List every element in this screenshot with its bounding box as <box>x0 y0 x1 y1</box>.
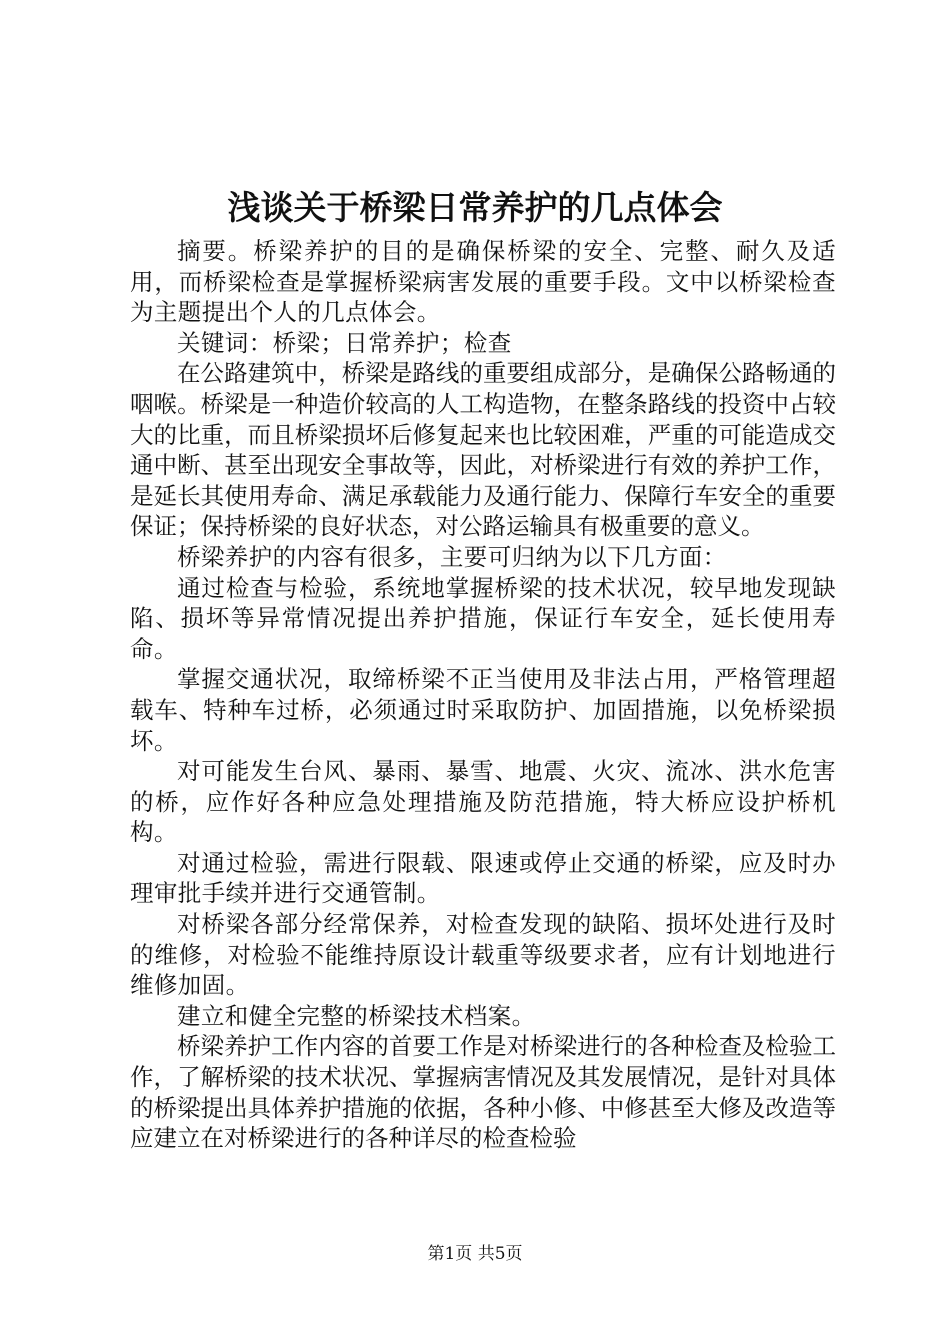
body-paragraph: 在公路建筑中，桥梁是路线的重要组成部分，是确保公路畅通的咽喉。桥梁是一种造价较高的人工构造物，在整条路线的投资中占较大的比重，而且桥梁损坏后修复起来也比较困难，严重的可能造成交通中断、甚至出现安全事故等，因此，对桥梁进行有效的养护工作，是延长其使用寿命、满足承载能力及通行能力、保障行车安全的重要保证；保持桥梁的良好状态，对公路运输具有极重要的意义。 <box>130 359 836 541</box>
body-paragraph: 桥梁养护工作内容的首要工作是对桥梁进行的各种检查及检验工作，了解桥梁的技术状况、掌握病害情况及其发展情况，是针对具体的桥梁提出具体养护措施的依据，各种小修、中修甚至大修及改造等应建立在对桥梁进行的各种详尽的检查检验 <box>130 1032 836 1153</box>
body-paragraph: 桥梁养护的内容有很多，主要可归纳为以下几方面： <box>177 542 727 571</box>
page-footer: 第1页 共5页 <box>427 1244 523 1264</box>
keywords-paragraph: 关键词：桥梁；日常养护；检查 <box>177 328 512 357</box>
body-paragraph: 建立和健全完整的桥梁技术档案。 <box>177 1001 536 1030</box>
body-paragraph: 对桥梁各部分经常保养，对检查发现的缺陷、损坏处进行及时的维修，对检验不能维持原设计载重等级要求者，应有计划地进行维修加固。 <box>130 910 836 1000</box>
document-title: 浅谈关于桥梁日常养护的几点体会 <box>227 188 723 227</box>
body-paragraph: 对通过检验，需进行限载、限速或停止交通的桥梁，应及时办理审批手续并进行交通管制。 <box>130 848 836 908</box>
document-body <box>130 236 836 1154</box>
abstract-paragraph: 摘要。桥梁养护的目的是确保桥梁的安全、完整、耐久及适用，而桥梁检查是掌握桥梁病害发展的重要手段。文中以桥梁检查为主题提出个人的几点体会。 <box>130 237 836 327</box>
body-paragraph: 掌握交通状况，取缔桥梁不正当使用及非法占用，严格管理超载车、特种车过桥，必须通过时采取防护、加固措施，以免桥梁损坏。 <box>130 665 836 755</box>
body-paragraph: 对可能发生台风、暴雨、暴雪、地震、火灾、流冰、洪水危害的桥，应作好各种应急处理措施及防范措施，特大桥应设护桥机构。 <box>130 757 836 847</box>
body-paragraph: 通过检查与检验，系统地掌握桥梁的技术状况，较早地发现缺陷、损坏等异常情况提出养护措施，保证行车安全，延长使用寿命。 <box>130 573 836 663</box>
